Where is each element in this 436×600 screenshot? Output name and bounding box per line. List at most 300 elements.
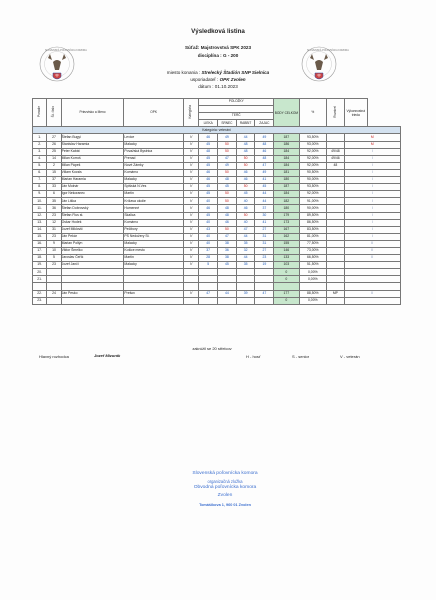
cell: 45 bbox=[199, 155, 218, 162]
cell: Komárno bbox=[124, 169, 183, 176]
cell: 6. bbox=[33, 169, 47, 176]
cell: 49/48 bbox=[327, 148, 345, 155]
cell: 0 bbox=[274, 276, 299, 283]
cell: 51,50% bbox=[299, 262, 327, 269]
cell: 23 bbox=[47, 233, 61, 240]
table-row bbox=[33, 184, 401, 191]
cell: V bbox=[183, 247, 198, 254]
col-name: Priezvisko a Meno bbox=[61, 99, 124, 127]
cell: 0 bbox=[274, 297, 299, 304]
col-lieka: LIEKA bbox=[199, 120, 218, 127]
cell: 46 bbox=[236, 169, 255, 176]
cell: 46 bbox=[199, 177, 218, 184]
cell: 5 bbox=[47, 255, 61, 262]
cell: 44 bbox=[218, 290, 237, 297]
cell: 5. bbox=[33, 162, 47, 169]
col-vykonnostna-trieda: Výkonnostná trieda bbox=[344, 99, 367, 127]
cell: 11. bbox=[33, 205, 47, 212]
cell bbox=[327, 212, 345, 219]
cell bbox=[327, 205, 345, 212]
cell: 38 bbox=[218, 255, 237, 262]
cell: V bbox=[183, 255, 198, 262]
cell: Skalica bbox=[124, 212, 183, 219]
cell: 44 bbox=[236, 134, 255, 141]
table-row bbox=[33, 240, 401, 247]
cell: 50 bbox=[218, 169, 237, 176]
cell: 40 bbox=[236, 219, 255, 226]
cell bbox=[327, 276, 345, 283]
organizer-stamp: Slovenská poľovnícka komora organizačná zložka Obvodná poľovnícka komora Zvolen Tomášikova 1, 960 01 Zvolen bbox=[192, 471, 258, 508]
cell: 184 bbox=[274, 191, 299, 198]
competition-name: Súťaž: Majstrovstvá SPK 2023 bbox=[184, 45, 252, 50]
cell bbox=[327, 141, 345, 148]
cell: 181 bbox=[274, 169, 299, 176]
cell: I bbox=[344, 184, 400, 191]
cell: 0,00% bbox=[299, 269, 327, 276]
col-kategoria: Kategória bbox=[183, 99, 198, 127]
cell: 92,00% bbox=[299, 148, 327, 155]
cell bbox=[199, 269, 218, 276]
cell bbox=[33, 283, 47, 290]
chief-referee-name: Jozef Mizurák bbox=[94, 353, 121, 358]
cell: Štefan Flus st. bbox=[61, 212, 124, 219]
cell: 23 bbox=[47, 262, 61, 269]
cell: 45 bbox=[199, 162, 218, 169]
col-percent: % bbox=[299, 99, 327, 127]
cell: 27 bbox=[255, 226, 274, 233]
cell: 33 bbox=[47, 184, 61, 191]
col-rozstrel: Rozstrel bbox=[327, 99, 345, 127]
cell: 0 bbox=[274, 269, 299, 276]
cell: 186 bbox=[274, 141, 299, 148]
cell: 41 bbox=[255, 177, 274, 184]
table-row bbox=[33, 262, 401, 269]
cell: V bbox=[183, 262, 198, 269]
cell: 146 bbox=[274, 247, 299, 254]
cell: V bbox=[183, 226, 198, 233]
cell: 162 bbox=[274, 233, 299, 240]
cell: 50 bbox=[218, 191, 237, 198]
date: dátum : 01.10.2023 bbox=[198, 84, 238, 89]
cell bbox=[327, 191, 345, 198]
cell: 10. bbox=[33, 198, 47, 205]
cell bbox=[327, 184, 345, 191]
discipline: disciplína : G - 200 bbox=[197, 53, 239, 58]
cell: 26 bbox=[47, 141, 61, 148]
cell bbox=[327, 226, 345, 233]
cell: 31 bbox=[255, 240, 274, 247]
cell: 77,50% bbox=[299, 240, 327, 247]
cell: 45 bbox=[236, 191, 255, 198]
svg-text:SLOVENSKÁ POĽOVNÍCKA KOMORA: SLOVENSKÁ POĽOVNÍCKA KOMORA bbox=[45, 49, 87, 52]
cell: 46 bbox=[218, 219, 237, 226]
col-st-cislo: Št. číslo bbox=[47, 99, 61, 127]
cell bbox=[327, 269, 345, 276]
cell: 8. bbox=[33, 184, 47, 191]
cell bbox=[218, 269, 237, 276]
cell: 86,50% bbox=[299, 219, 327, 226]
cell: 20. bbox=[33, 269, 47, 276]
cell: II bbox=[344, 240, 400, 247]
table-row bbox=[33, 148, 401, 155]
cell: 23 bbox=[47, 212, 61, 219]
table-row bbox=[33, 247, 401, 254]
cell: 155 bbox=[274, 240, 299, 247]
cell: Milan Pápeš bbox=[61, 162, 124, 169]
cell: 44 bbox=[255, 191, 274, 198]
table-row bbox=[33, 212, 401, 219]
cell: 180 bbox=[274, 205, 299, 212]
cell: 45 bbox=[218, 184, 237, 191]
cell: V bbox=[183, 219, 198, 226]
cell: 50 bbox=[218, 141, 237, 148]
cell: Martin bbox=[124, 191, 183, 198]
cell bbox=[236, 269, 255, 276]
table-row bbox=[33, 269, 401, 276]
cell: I bbox=[344, 198, 400, 205]
cell bbox=[61, 276, 124, 283]
cell: 49 bbox=[255, 169, 274, 176]
cell: 9 bbox=[47, 240, 61, 247]
cell bbox=[47, 276, 61, 283]
cell: I bbox=[344, 162, 400, 169]
cell: 36 bbox=[47, 205, 61, 212]
cell bbox=[61, 269, 124, 276]
hunting-chamber-emblem-right bbox=[300, 44, 349, 86]
cell bbox=[124, 297, 183, 304]
cell: 0,00% bbox=[299, 297, 327, 304]
cell: 14. bbox=[33, 226, 47, 233]
cell: 50 bbox=[218, 226, 237, 233]
cell: 0,00% bbox=[299, 276, 327, 283]
table-row bbox=[33, 162, 401, 169]
cell bbox=[327, 297, 345, 304]
cell bbox=[199, 276, 218, 283]
cell: 50 bbox=[236, 155, 255, 162]
cell: 173 bbox=[274, 219, 299, 226]
cell bbox=[236, 297, 255, 304]
cell: V bbox=[183, 177, 198, 184]
cell: 46 bbox=[236, 177, 255, 184]
cell: Ján Liška bbox=[61, 198, 124, 205]
cell: 23. bbox=[33, 297, 47, 304]
cell: I bbox=[344, 169, 400, 176]
cell bbox=[327, 177, 345, 184]
col-opk: OPK bbox=[124, 99, 183, 127]
cell: 41 bbox=[255, 219, 274, 226]
cell: II bbox=[344, 290, 400, 297]
cell: 45 bbox=[218, 262, 237, 269]
cell: 38 bbox=[218, 240, 237, 247]
col-zajac: ZAJAC bbox=[255, 120, 274, 127]
cell bbox=[183, 297, 198, 304]
cell: 50 bbox=[236, 184, 255, 191]
cell: 12. bbox=[33, 212, 47, 219]
cell: Viktor Šmelko bbox=[61, 247, 124, 254]
cell bbox=[344, 269, 400, 276]
cell: 90,50% bbox=[299, 169, 327, 176]
svg-text:SLOVENSKÁ POĽOVNÍCKA KOMORA: SLOVENSKÁ POĽOVNÍCKA KOMORA bbox=[307, 49, 349, 52]
cell: 50 bbox=[236, 162, 255, 169]
cell: 19. bbox=[33, 262, 47, 269]
cell: 92,00% bbox=[299, 155, 327, 162]
cell: 184 bbox=[274, 148, 299, 155]
col-rabbit: RABBIT bbox=[236, 120, 255, 127]
cell: 48 bbox=[199, 148, 218, 155]
cell: Nové Zámky bbox=[124, 162, 183, 169]
cell: 92,00% bbox=[299, 162, 327, 169]
col-srnec: SRNEC bbox=[218, 120, 237, 127]
cell: 35 bbox=[47, 198, 61, 205]
cell: I bbox=[344, 148, 400, 155]
cell bbox=[327, 283, 345, 290]
table-row bbox=[33, 134, 401, 141]
cell bbox=[47, 283, 61, 290]
table-row bbox=[33, 233, 401, 240]
cell: I bbox=[344, 191, 400, 198]
cell: 37 bbox=[47, 177, 61, 184]
cell: 44 bbox=[236, 255, 255, 262]
cell: 187 bbox=[274, 134, 299, 141]
col-poradie: Poradie bbox=[33, 99, 47, 127]
cell bbox=[218, 297, 237, 304]
document-title: Výsledková listina bbox=[191, 28, 245, 35]
cell: 83,50% bbox=[299, 226, 327, 233]
cell bbox=[327, 219, 345, 226]
cell bbox=[327, 240, 345, 247]
cell: 50 bbox=[236, 212, 255, 219]
cell: V bbox=[183, 134, 198, 141]
cell: 18. bbox=[33, 255, 47, 262]
cell: 48 bbox=[218, 212, 237, 219]
cell: 90,00% bbox=[299, 177, 327, 184]
cell: 15. bbox=[33, 233, 47, 240]
table-row bbox=[33, 290, 401, 297]
cell: Považská Bystrica bbox=[124, 148, 183, 155]
cell: 45 bbox=[199, 141, 218, 148]
cell: II bbox=[344, 247, 400, 254]
cell: 184 bbox=[274, 155, 299, 162]
cell: 25 bbox=[47, 148, 61, 155]
cell: 28 bbox=[199, 255, 218, 262]
cell bbox=[124, 283, 183, 290]
cell bbox=[236, 283, 255, 290]
table-row bbox=[33, 219, 401, 226]
cell: 49 bbox=[218, 134, 237, 141]
cell: Malacky bbox=[124, 262, 183, 269]
cell: Malacky bbox=[124, 141, 183, 148]
cell: V bbox=[183, 169, 198, 176]
cell bbox=[183, 276, 198, 283]
cell: V bbox=[183, 233, 198, 240]
cell bbox=[61, 283, 124, 290]
cell: 93,50% bbox=[299, 134, 327, 141]
cell: 89,50% bbox=[299, 212, 327, 219]
cell: 40 bbox=[236, 198, 255, 205]
cell: 37 bbox=[199, 247, 218, 254]
cell bbox=[344, 297, 400, 304]
cell: 167 bbox=[274, 226, 299, 233]
cell: 48 bbox=[255, 155, 274, 162]
cell: Štefan Dobrovský bbox=[61, 205, 124, 212]
cell bbox=[199, 297, 218, 304]
cell: 48 bbox=[218, 177, 237, 184]
cell: 3. bbox=[33, 148, 47, 155]
table-row bbox=[33, 169, 401, 176]
cell: Stanislav Haramia bbox=[61, 141, 124, 148]
cell: I bbox=[344, 212, 400, 219]
cell: Jaroslav Čeřík bbox=[61, 255, 124, 262]
cell bbox=[124, 269, 183, 276]
cell bbox=[218, 283, 237, 290]
cell: Levice bbox=[124, 134, 183, 141]
cell: 15 bbox=[47, 169, 61, 176]
table-row bbox=[33, 155, 401, 162]
hunting-chamber-emblem-left bbox=[38, 44, 87, 86]
cell bbox=[255, 276, 274, 283]
cell: 47 bbox=[236, 226, 255, 233]
cell: 49 bbox=[218, 162, 237, 169]
cell: 17. bbox=[33, 247, 47, 254]
cell: 177 bbox=[274, 290, 299, 297]
cell: 27 bbox=[47, 134, 61, 141]
cell bbox=[183, 269, 198, 276]
cell: V bbox=[183, 198, 198, 205]
cell: V bbox=[183, 212, 198, 219]
table-row bbox=[33, 226, 401, 233]
chief-referee-label: Hlavný rozhodca bbox=[39, 354, 69, 359]
table-row bbox=[33, 205, 401, 212]
cell: Malacky bbox=[124, 240, 183, 247]
cell: 187 bbox=[274, 184, 299, 191]
cell: 93,00% bbox=[299, 141, 327, 148]
cell: 50 bbox=[218, 198, 237, 205]
cell: 46 bbox=[236, 205, 255, 212]
cell: 45 bbox=[199, 212, 218, 219]
cell bbox=[274, 283, 299, 290]
cell: 1. bbox=[33, 134, 47, 141]
cell: I bbox=[344, 205, 400, 212]
cell: 47 bbox=[218, 155, 237, 162]
cell: Ján Pesko bbox=[61, 290, 124, 297]
cell bbox=[327, 134, 345, 141]
cell: 93,50% bbox=[299, 184, 327, 191]
cell: 88,50% bbox=[299, 290, 327, 297]
col-group-beh bbox=[199, 106, 274, 113]
cell: 49 bbox=[255, 134, 274, 141]
cell: 73,00% bbox=[299, 247, 327, 254]
cell bbox=[344, 276, 400, 283]
cell: 9. bbox=[33, 191, 47, 198]
cell: 31 bbox=[255, 233, 274, 240]
cell: II bbox=[344, 255, 400, 262]
cell: V bbox=[183, 148, 198, 155]
cell: 48 bbox=[255, 141, 274, 148]
cell: 66,50% bbox=[299, 255, 327, 262]
cell bbox=[327, 255, 345, 262]
cell: 40 bbox=[199, 240, 218, 247]
cell: 47 bbox=[199, 290, 218, 297]
cell: 35 bbox=[236, 262, 255, 269]
cell: 48 bbox=[327, 162, 345, 169]
cell: 46 bbox=[199, 169, 218, 176]
table-row bbox=[33, 141, 401, 148]
cell: 92,00% bbox=[299, 191, 327, 198]
cell: 46 bbox=[199, 205, 218, 212]
cell: 47 bbox=[218, 233, 237, 240]
cell bbox=[218, 276, 237, 283]
cell: 10 bbox=[47, 247, 61, 254]
cell: M bbox=[344, 134, 400, 141]
cell: Malacky bbox=[124, 177, 183, 184]
cell: 81,00% bbox=[299, 233, 327, 240]
cell: 47 bbox=[255, 162, 274, 169]
cell: 45 bbox=[199, 191, 218, 198]
cell: 40 bbox=[199, 219, 218, 226]
cell: 39 bbox=[236, 290, 255, 297]
cell: Komárno bbox=[124, 219, 183, 226]
cell: I bbox=[344, 177, 400, 184]
cell: Jozef Janči bbox=[61, 262, 124, 269]
cell: 182 bbox=[274, 198, 299, 205]
cell: Marian Poltýn bbox=[61, 240, 124, 247]
cell bbox=[299, 283, 327, 290]
cell: 48 bbox=[236, 148, 255, 155]
cell: 27 bbox=[255, 247, 274, 254]
cell: I bbox=[344, 155, 400, 162]
cell: 45 bbox=[255, 184, 274, 191]
cell bbox=[255, 269, 274, 276]
cell bbox=[255, 297, 274, 304]
cell: I bbox=[344, 226, 400, 233]
cell: 16. bbox=[33, 240, 47, 247]
venue: miesto konania : Strelecký Štadión SNP Sielnica bbox=[166, 70, 270, 75]
table-row bbox=[33, 198, 401, 205]
cell bbox=[327, 233, 345, 240]
cell: I bbox=[344, 219, 400, 226]
cell: 12 bbox=[47, 219, 61, 226]
cell: 50 bbox=[218, 148, 237, 155]
cell bbox=[236, 276, 255, 283]
cell: 44 bbox=[236, 233, 255, 240]
cell: 44 bbox=[255, 198, 274, 205]
cell: 184 bbox=[274, 162, 299, 169]
cell bbox=[183, 283, 198, 290]
col-polozky: POLOŽKY bbox=[199, 99, 274, 106]
cell: 179 bbox=[274, 212, 299, 219]
cell: 43 bbox=[199, 226, 218, 233]
legend-s: S - senior bbox=[292, 354, 310, 359]
cell: Pečibory bbox=[124, 226, 183, 233]
cell: 133 bbox=[274, 255, 299, 262]
cell: 40 bbox=[199, 233, 218, 240]
organizer: usporiadateľ : OPK Zvolen bbox=[190, 77, 246, 82]
cell: 180 bbox=[274, 177, 299, 184]
cell bbox=[327, 169, 345, 176]
table-row bbox=[33, 283, 401, 290]
cell: 7. bbox=[33, 177, 47, 184]
cell: V bbox=[183, 155, 198, 162]
cell: 5 bbox=[199, 262, 218, 269]
legend-v: V - veterán bbox=[340, 354, 360, 359]
cell: 46 bbox=[199, 134, 218, 141]
cell: 47 bbox=[255, 290, 274, 297]
cell: V bbox=[183, 240, 198, 247]
cell: 49/46 bbox=[327, 155, 345, 162]
cell: 4. bbox=[33, 155, 47, 162]
cell: 24 bbox=[47, 290, 61, 297]
cell: 103 bbox=[274, 262, 299, 269]
